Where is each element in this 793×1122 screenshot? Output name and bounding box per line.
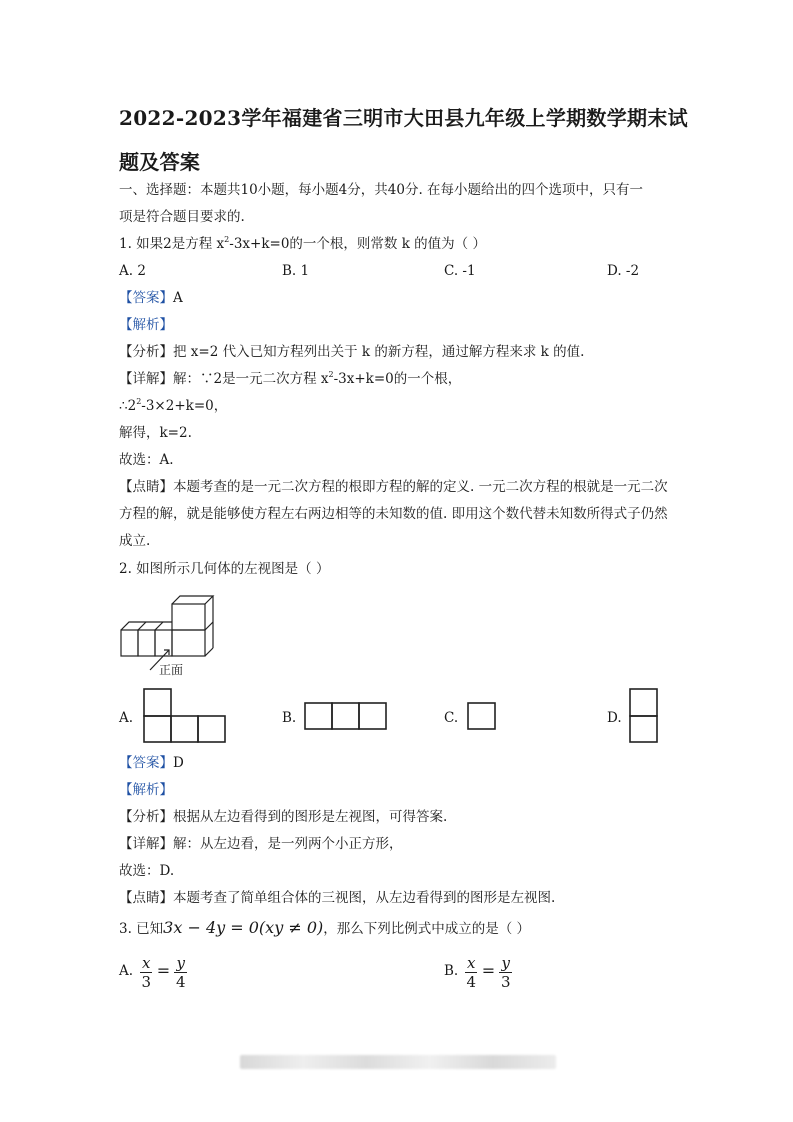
section-header-line1: 一、选择题：本题共10小题，每小题4分，共40分. 在每小题给出的四个选项中，只有一 [119,182,644,198]
q1-option-d: D. -2 [607,263,640,279]
q3-option-a: $\frac{x}{3}$ = $\frac{y}{4}$ [141,954,186,991]
q1-answer: 【答案】A [119,290,183,306]
q2-option-a-label: A. [119,710,134,726]
q2-option-c-label: C. [444,710,459,726]
q3-option-b-label: B. [444,963,459,979]
q3-option-a-label: A. [119,963,134,979]
q3-stem: 3. 已知3x − 4y = 0(xy ≠ 0)，那么下列比例式中成立的是（ ） [119,918,531,937]
q2-option-d-figure [629,688,659,744]
q2-analysis-tag: 【解析】 [119,782,173,798]
q2-option-a-figure [143,688,227,744]
section-header-line2: 项是符合题目要求的. [119,209,245,225]
q2-dianjing: 【点睛】本题考查了简单组合体的三视图，从左边看得到的图形是左视图. [119,890,556,906]
q2-answer: 【答案】D [119,755,184,771]
q3-option-b: $\frac{x}{4}$ = $\frac{y}{3}$ [466,954,511,991]
q1-option-c: C. -1 [444,263,476,279]
q1-analysis-tag: 【解析】 [119,317,173,333]
q1-fenxi: 【分析】把 x=2 代入已知方程列出关于 k 的新方程，通过解方程来求 k 的值. [119,344,585,360]
q1-step3: 故选：A. [119,452,174,468]
q1-dianjing: 【点睛】本题考查的是一元二次方程的根即方程的解的定义. 一元二次方程的根就是一元二次方程的解，就是能够使方程左右两边相等的未知数的值. 即用这个数代替未知数所得式子仍然成立. [119,479,668,549]
q1-option-a: A. 2 [119,263,146,279]
q3-equation: 3x − 4y = 0(xy ≠ 0) [163,918,324,937]
q2-xiangjie: 【详解】解：从左边看，是一列两个小正方形， [119,836,403,852]
q1-xiangjie: 【详解】解：∵2是一元二次方程 $x^2-3x+k=0$的一个根， [119,370,462,387]
q2-option-b-label: B. [282,710,297,726]
q2-fenxi: 【分析】根据从左边看得到的图形是左视图，可得答案. [119,809,448,825]
q1-step1: $\therefore 2^2-3\times 2+k=0$， [119,397,228,414]
q2-solid-figure [119,592,215,676]
q1-stem: 1. 如果2是方程 $x^2-3x+k=0$的一个根，则常数 k 的值为（ ） [119,235,486,252]
q2-stem: 2. 如图所示几何体的左视图是（ ） [119,561,330,577]
q1-option-b: B. 1 [282,263,310,279]
q2-option-c-figure [467,702,497,730]
q1-step2: 解得，k=2. [119,425,192,441]
front-label: 正面 [159,663,184,676]
q2-option-d-label: D. [607,710,622,726]
q2-step: 故选：D. [119,863,175,879]
blurred-footer-watermark [240,1055,556,1069]
q2-option-b-figure [304,702,388,730]
page-title: 2022-2023学年福建省三明市大田县九年级上学期数学期末试题及答案 [119,106,688,174]
